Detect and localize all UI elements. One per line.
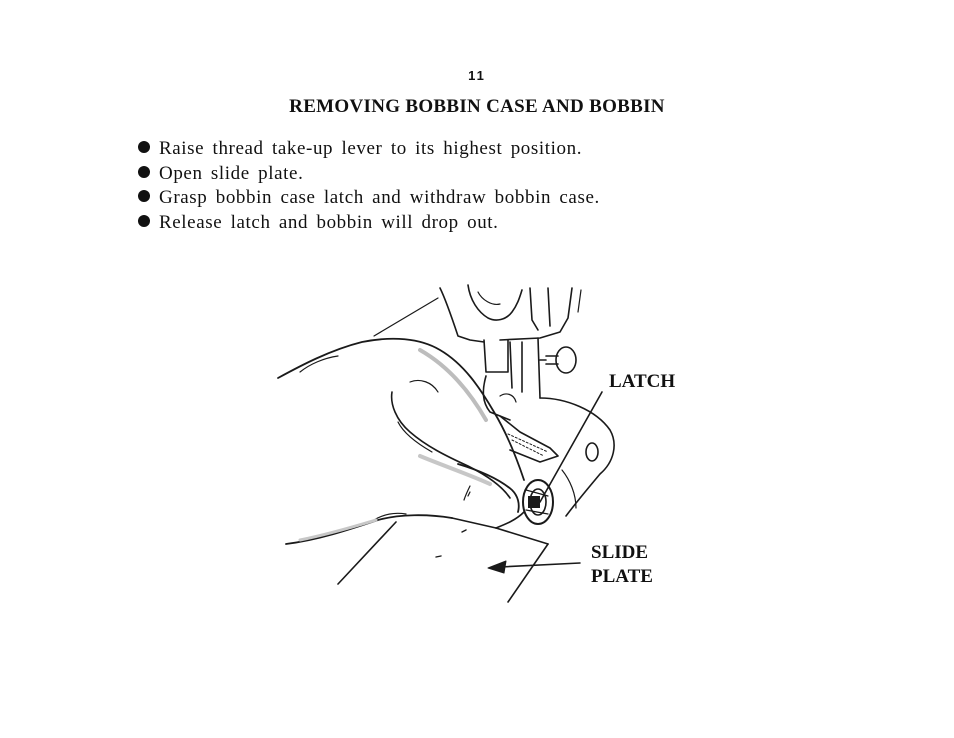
hand-icon (278, 339, 524, 544)
page-number: 11 (468, 68, 486, 83)
slide-plate-label-line1: SLIDE (591, 542, 649, 563)
instruction-text: Release latch and bobbin will drop out. (159, 211, 499, 233)
instruction-text: Raise thread take-up lever to its highest position. (159, 138, 583, 159)
slide-plate-label-line2: PLATE (591, 566, 653, 587)
section-title: REMOVING BOBBIN CASE AND BOBBIN (289, 96, 665, 117)
machine-bed-icon (338, 398, 614, 602)
slide-plate-label (591, 541, 653, 589)
latch-label: LATCH (609, 371, 676, 392)
instruction-text: Grasp bobbin case latch and withdraw bobbin case. (159, 187, 600, 208)
machine-head-icon (374, 285, 581, 462)
instruction-text: Open slide plate. (159, 162, 304, 184)
